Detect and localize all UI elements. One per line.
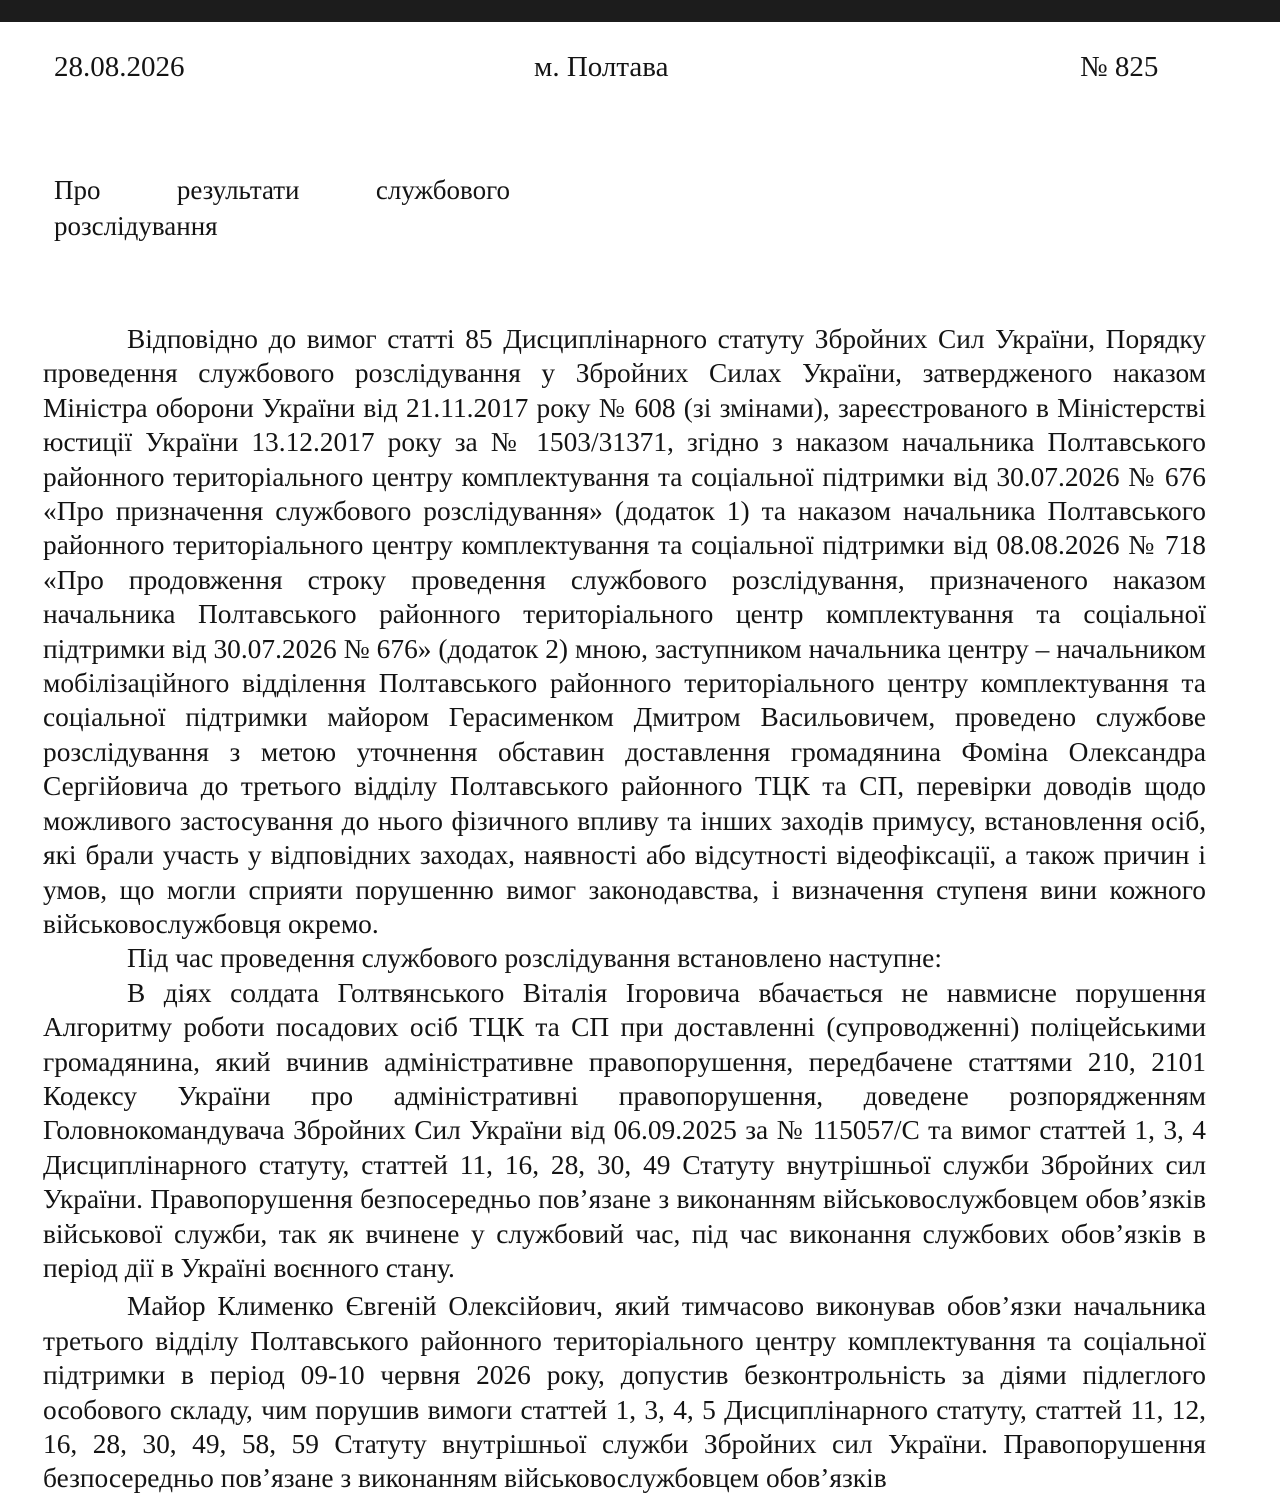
order-date: 28.08.2026 bbox=[54, 51, 185, 83]
subject-word-1: Про bbox=[54, 175, 101, 205]
order-number: № 825 bbox=[1080, 51, 1159, 83]
subject-word-3: службового bbox=[375, 175, 510, 205]
top-dark-bar bbox=[0, 0, 1280, 22]
paragraph-major-violation: Майор Клименко Євгеній Олексійович, який тимчасово виконував обов’язки начальника третього відділу Полтавського районного територіального центру комплектування та соціальної підтримки в період 09-10 червня 2026 року, допустив безконтрольність за діями підлеглого особового складу, чим порушив вимоги статтей 1, 3, 4, 5 Дисциплінарного статуту, статтей 11, 12, 16, 28, 30, 49, 58, 59 Статуту внутрішньої служби Збройних сил України. Правопорушення безпосередньо пов’язане з виконанням військовослужбовцем обов’язків bbox=[43, 1291, 1206, 1494]
subject-word-2: результати bbox=[176, 175, 300, 205]
order-body bbox=[43, 322, 1206, 1496]
order-city: м. Полтава bbox=[534, 51, 669, 83]
document-page bbox=[0, 22, 1280, 1507]
paragraph-legal-basis: Відповідно до вимог статті 85 Дисциплінарного статуту Збройних Сил України, Порядку проведення службового розслідування у Збройних Силах України, затвердженого наказом Міністра оборони України від 21.11.2017 року № 608 (зі змінами), зареєстрованого в Міністерстві юстиції України 13.12.2017 року за № 1503/31371, згідно з наказом начальника Полтавського районного територіального центру комплектування та соціальної підтримки від 30.07.2026 № 676 «Про призначення службового розслідування» (додаток 1) та наказом начальника Полтавського районного територіального центру комплектування та соціальної підтримки від 08.08.2026 № 718 «Про продовження строку проведення службового розслідування, призначеного наказом начальника Полтавського районного територіального центр комплектування та соціальної підтримки від 30.07.2026 № 676» (додаток 2) мною, заступником начальника центру – начальником мобілізаційного відділення Полтавського районного територіального центру комплектування та соціальної підтримки майором Герасименком Дмитром Васильовичем, проведено службове розслідування з метою уточнення обставин доставлення громадянина Фоміна Олександра Сергійовича до третього відділу Полтавського районного ТЦК та СП, перевірки доводів щодо можливого застосування до нього фізичного впливу та інших заходів примусу, встановлення осіб, які брали участь у відповідних заходах, наявності або відсутності відеофіксації, а також причин і умов, що могли сприяти порушенню вимог законодавства, і визначення ступеня вини кожного військовослужбовця окремо. bbox=[43, 324, 1206, 939]
subject-line-1 bbox=[54, 172, 510, 208]
subject-line-2: розслідування bbox=[54, 211, 218, 241]
paragraph-findings-intro: Під час проведення службового розслідування встановлено наступне: bbox=[127, 943, 942, 974]
paragraph-soldier-violation: В діях солдата Голтвянського Віталія Ігоровича вбачається не навмисне порушення Алгоритму роботи посадових осіб ТЦК та СП при доставленні (супроводженні) поліцейськими громадянина, який вчинив адміністративне правопорушення, передбачене статтями 210, 2101 Кодексу України про адміністративні правопорушення, доведене розпорядженням Головнокомандувача Збройних Сил України від 06.09.2025 за № 115057/С та вимог статтей 1, 3, 4 Дисциплінарного статуту, статтей 11, 16, 28, 30, 49 Статуту внутрішньої служби Збройних сил України. Правопорушення безпосередньо пов’язане з виконанням військовослужбовцем обов’язків військової служби, так як вчинене у службовий час, під час виконання службових обов’язків в період дії в Україні воєнного стану. bbox=[43, 977, 1206, 1283]
order-subject bbox=[54, 172, 510, 244]
